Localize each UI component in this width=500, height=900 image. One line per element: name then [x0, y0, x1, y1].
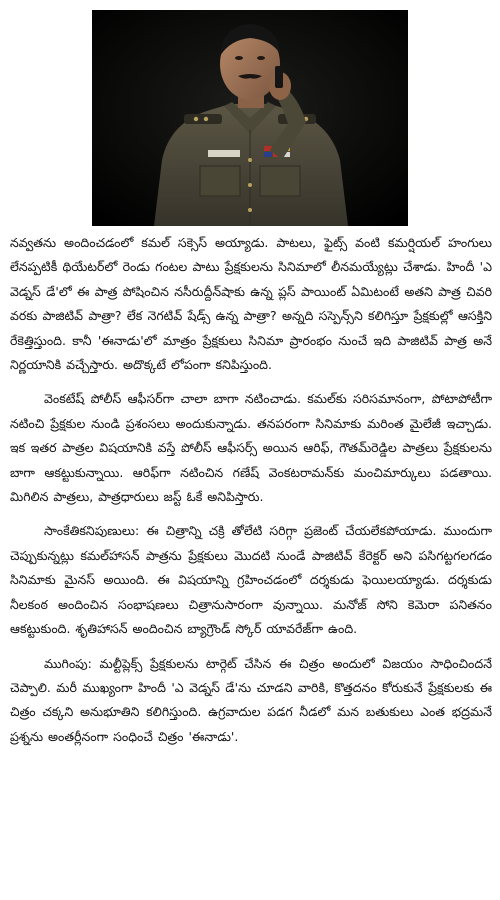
article-body — [10, 231, 492, 759]
article-paragraph-conclusion: ముగింపు: మల్టీప్లెక్స్ ప్రేక్షకులను టార్గెట్ చేసిన ఈ చిత్రం అందులో విజయం సాధించిందనే చెప్పాలి. మరీ ముఖ్యంగా హిందీ 'ఎ వెడ్నస్ డే'ను చూడని వారికి, కొత్తదనం కోరుకునే ప్రేక్షకులకు ఈ చిత్రం చక్కని అనుభూతిని కలిగిస్తుంది. ఉగ్రవాదుల పడగ నీడలో మన బతుకులు ఎంత భద్రమనే ప్రశ్నను అంతర్లీనంగా సంధించే చిత్రం 'ఈనాడు'. — [10, 655, 492, 744]
police-officer-photo — [92, 10, 408, 226]
article-paragraph-intro: నవ్వతను అందించడంలో కమల్ సక్సెస్ అయ్యాడు. పాటలు, ఫైట్స్ వంటి కమర్షియల్ హంగులు లేనప్పటికీ థియేటర్‌లో రెండు గంటల పాటు ప్రేక్షకులను సినిమాలో లీనమయ్యేట్లు చేశాడు. హిందీ 'ఎ వెడ్నస్ డే'లో ఈ పాత్ర పోషించిన నసీరుద్దీన్‌షాకు ఉన్న ప్లస్ పాయింట్ ఏమిటంటే అతని పాత్ర చివరి వరకు పాజిటివ్ పాత్రా? లేక నెగటివ్ షేడ్స్ ఉన్న పాత్రా? అన్నది సస్పెన్స్‌ని కలిగిస్తూ ప్రేక్షకుల్లో ఆసక్తిని రేకెత్తిస్తుంది. కానీ 'ఈనాడు'లో మాత్రం ప్రేక్షకులు సినిమా ప్రారంభం నుంచే ఇది పాజిటివ్ పాత్ర అనే నిర్ణయానికి వచ్చేస్తారు. అదొక్కటే లోపంగా కనిపిస్తుంది. — [10, 235, 492, 373]
article-paragraph-performances: వెంకటేష్ పోలీస్ ఆఫీసర్‌గా చాలా బాగా నటించాడు. కమల్‌కు సరిసమానంగా, పోటాపోటీగా నటించి ప్రేక్షకుల నుండి ప్రశంసలు అందుకున్నాడు. తనపరంగా సినిమాకు మరింత మైలేజీ ఇచ్చాడు. ఇక ఇతర పాత్రల విషయానికి వస్తే పోలీస్ ఆఫీసర్స్ అయిన ఆరిఫ్, గౌతమ్‌రెడ్డిల పాత్రలు ప్రేక్షకులను బాగా ఆకట్టుకున్నాయి. ఆరిఫ్‌గా నటించిన గణేష్ వెంకటరామన్‌కు మంచిమార్కులు పడతాయి. మిగిలిన పాత్రలు, పాత్రధారులు జస్ట్ ఓకే అనిపిస్తారు. — [10, 391, 492, 505]
article-photo — [92, 10, 408, 226]
article-paragraph-technicians: సాంకేతికనిపుణులు: ఈ చిత్రాన్ని చక్రి తోలేటి సరిగ్గా ప్రజెంట్ చేయలేకపోయాడు. ముందుగా చెప్పుకున్నట్లు కమల్‌హాసన్ పాత్రను ప్రేక్షకులు మొదటి నుండే పాజిటివ్ కేరెక్టర్ అని పసిగట్టగలగడం సినిమాకు మైనస్ అయింది. ఈ విషయాన్ని గ్రహించడంలో దర్శకుడు ఫెయిలయ్యాడు. దర్శకుడు నీలకంఠ అందించిన సంభాషణలు చిత్రానుసారంగా వున్నాయి. మనోజ్ సోని కెమెరా పనితనం ఆకట్టుకుంది. శృతిహాసన్ అందించిన బ్యాగ్రౌండ్ స్కోర్ యావరేజ్‌గా ఉంది. — [10, 523, 492, 637]
